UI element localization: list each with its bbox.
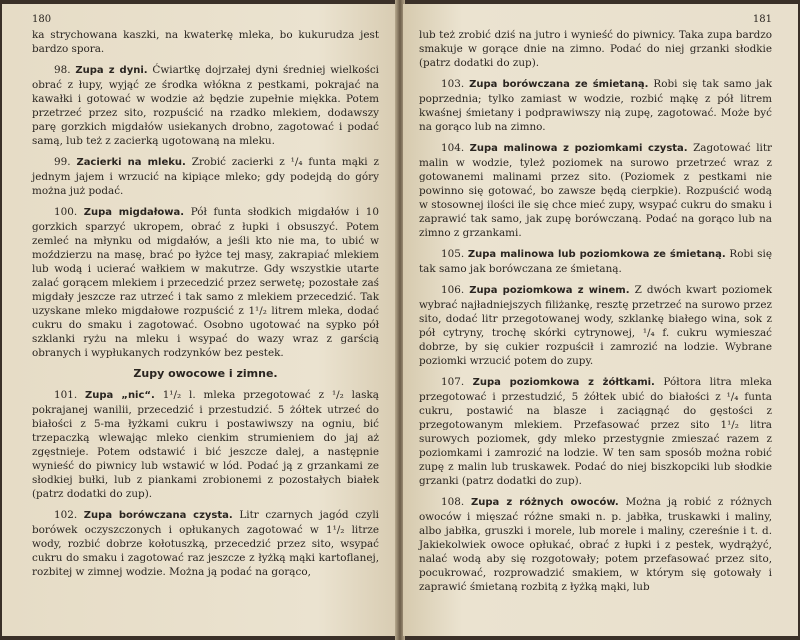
recipe-100 [32, 205, 379, 360]
recipe-104 [419, 141, 772, 240]
recipe-105 [419, 247, 772, 276]
recipe-103 [419, 77, 772, 134]
recipe-title: Zupa „nic“. [85, 390, 155, 401]
recipe-number: 107. [441, 376, 465, 388]
recipe-title: Zupa migdałowa. [83, 207, 185, 218]
recipe-text: Pół funta słodkich migdałów i 10 gorzkich sparzyć ukropem, obrać z łupki i obsuszyć. Potem zemleć na młynku od migdałów, a jeśli kto nie ma, to ubić w moździerzu na masę, brać po łyżce tej masy, zakrapiać mlekiem lub wodą i ucierać wałkiem w makutrze. Gdy wszystkie utarte zalać gorącem mlekiem i przecedzić przez serwetę; pozostałe zaś migdały jeszcze raz utrzeć i tak samo z mlekiem przecedzić. Tak uzyskane mleko migdałowe rozpuścić z 1¹/₂ litrem mleka, dodać cukru do smaku i zagotować. Osobno ugotować na sypko pół szklanki ryżu na mleku i wsypać do wazy wraz z garścią obranych i wypłukanych rodzynków bez pestek. [32, 206, 379, 359]
recipe-number: 106. [441, 284, 465, 296]
recipe-number: 101. [54, 389, 78, 401]
recipe-number: 102. [54, 509, 78, 521]
recipe-title: Zupa malinowa z poziomkami czysta. [469, 143, 688, 154]
recipe-text: Robi się tak samo jak poprzednia; tylko zamiast w wodzie, rozbić mąkę z pół litrem kwaśnej śmietany i podprawiwszy nią zupę, zagotować. Może być na gorąco lub na zimno. [419, 78, 772, 133]
recipe-102 [32, 508, 379, 579]
recipe-title: Zupa borówczana ze śmietaną. [469, 79, 649, 90]
recipe-title: Zupa z różnych owoców. [471, 497, 619, 508]
recipe-text: Litr czarnych jagód czyli borówek oczyszczonych i opłukanych zagotować w 1¹/₂ litrze wody, rozbić dobrze kołotuszką, przecedzić przez sito, wsypać cukru do smaku i zagotować raz jeszcze z łyżką mąki kartoflanej, rozbitej w zimnej wodzie. Można ją podać na gorąco, [32, 509, 380, 578]
recipe-text: Ćwiartkę dojrzałej dyni średniej wielkości obrać z łupy, wyjąć ze środka włókna z pestkami, pokrajać na kawałki i gotować w wodzie aż będzie zupełnie miękka. Potem przetrzeć przez sito, rozpuścić na rzadko mlekiem, dodawszy parę gorzkich migdałów usiekanych drobno, zagotować i podać samą, lub też z zacierką ugotowaną na mleku. [32, 64, 379, 147]
page-number-right: 181 [752, 14, 772, 25]
recipe-text: Z dwóch kwart poziomek wybrać najładniejszych filiżankę, resztę przetrzeć na surowo przez sito, dodać litr przegotowanej wody, szklankę białego wina, sok z pół cytryny, trochę skórki cytrynowej, ¹/₄ f. cukru wymieszać dobrze, by się cukier rozpuścił i zamrozić na lodzie. Wybrane poziomki wrzucić potem do zupy. [419, 284, 773, 367]
recipe-number: 104. [441, 142, 465, 154]
recipe-number: 103. [441, 78, 465, 90]
page-number-left: 180 [32, 14, 52, 25]
recipe-99 [32, 155, 379, 198]
recipe-text: Można ją robić z różnych owoców i mięszać różne smaki n. p. jabłka, truskawki i maliny, albo jabłka, gruszki i morele, lub morele i maliny, czereśnie i t. d. Jakiekolwiek owoce opłukać, obrać z łupki i z pestek, wydrążyć, nalać wodą aby się rozgotowały; potem przefasować przez sito, pocukrować, rozprowadzić smakiem, w którym się gotowały i zaprawić śmietaną rozbitą z łyżką mąki, lub [419, 496, 772, 593]
recipe-title: Zupa malinowa lub poziomkowa ze śmietaną. [467, 249, 726, 260]
recipe-title: Zupa z dyni. [75, 65, 148, 76]
left-page [2, 4, 397, 636]
recipe-number: 108. [441, 496, 465, 508]
section-title: Zupy owocowe i zimne. [133, 367, 278, 380]
recipe-title: Zupa poziomkowa z żółtkami. [472, 377, 655, 388]
recipe-text: 1¹/₂ l. mleka przegotować z ¹/₂ laską pokrajanej wanilii, przecedzić i przestudzić. 5 żółtek utrzeć do białości z 5-ma łyżkami cukru i postawiwszy na ogniu, bić trzepaczką wlewając mleko cienkim strumieniem do jaj aż zgęstnieje. Potem odstawić i bić jeszcze dalej, a następnie wynieść do piwnicy lub wstawić w lód. Podać ją z grzankami ze słodkiej bułki, lub z piankami zrobionemi z pozostałych białek (patrz dodatki do zup). [32, 389, 379, 500]
continuation-text: lub też zrobić dziś na jutro i wynieść do piwnicy. Taka zupa bardzo smakuje w gorące dnie na zimno. Podać do niej grzanki słodkie (patrz dodatki do zup). [419, 29, 772, 69]
recipe-title: Zupa poziomkowa z winem. [469, 285, 630, 296]
recipe-text: Zagotować litr malin w wodzie, tyleż poziomek na surowo przetrzeć wraz z gotowanemi malinami przez sito. (Poziomek z pestkami nie powinno się gotować, bo zawsze będą cierpkie). Rozpuścić wodą w stosownej ilości ile się chce mieć zupy, wsypać cukru do smaku i zaprawić tak samo, jak zupę borówczaną. Podać na gorąco lub na zimno z grzankami. [419, 142, 772, 239]
recipe-106 [419, 283, 772, 368]
recipe-text: Robi się tak samo jak borówczana ze śmietaną. [419, 248, 772, 275]
continuation-text: ka strychowana kaszki, na kwaterkę mleka, bo kukurudza jest bardzo spora. [32, 29, 379, 55]
recipe-107 [419, 375, 772, 488]
recipe-108 [419, 495, 772, 594]
recipe-101 [32, 388, 379, 501]
recipe-number: 105. [441, 248, 465, 260]
recipe-number: 98. [54, 64, 71, 76]
recipe-text: Półtora litra mleka przegotować i przestudzić, 5 żółtek ubić do białości z ¹/₄ funta cukru, postawić na blasze i zaciągnąć do gęstości z przegotowanym mlekiem. Przefasować przez sito 1¹/₂ litra surowych poziomek, gdy mleko przestygnie zmieszać razem z poziomkami i zamrozić na lodzie. W ten sam sposób można robić zupę z malin lub truskawek. Podać do niej biszkopciki lub słodkie grzanki (patrz dodatki do zup). [419, 376, 772, 487]
recipe-number: 100. [54, 206, 78, 218]
recipe-title: Zupa borówczana czysta. [83, 510, 233, 521]
recipe-title: Zacierki na mleku. [76, 157, 186, 168]
recipe-number: 99. [54, 156, 71, 168]
right-page [403, 4, 798, 636]
recipe-98 [32, 63, 379, 148]
recipe-text: Zrobić zacierki z ¹/₄ funta mąki z jednym jajem i wrzucić na kipiące mleko; gdy podejdą do góry można już podać. [32, 156, 379, 197]
